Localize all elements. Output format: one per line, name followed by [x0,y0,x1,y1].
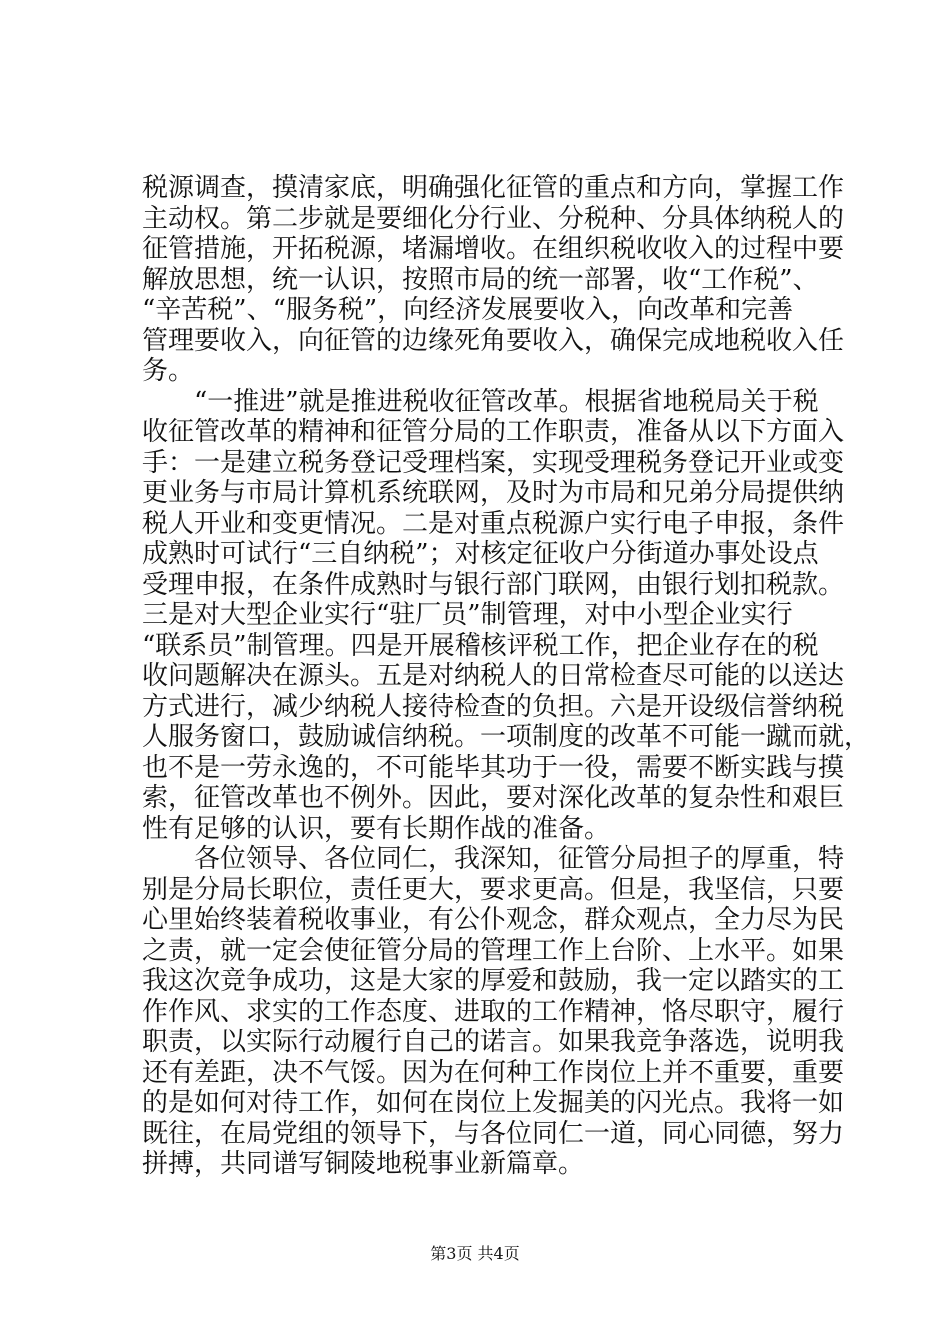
text-line: 索，征管改革也不例外。因此，要对深化改革的复杂性和艰巨 [142,783,845,813]
page-number-footer: 第3页 共4页 [430,1244,520,1263]
text-line: 职责，以实际行动履行自己的诺言。如果我竞争落选，说明我 [142,1027,845,1057]
text-line: 管理要收入，向征管的边缘死角要收入，确保完成地税收入任 [142,325,845,356]
text-line: 拼搏，共同谱写铜陵地税事业新篇章。 [142,1149,585,1179]
text-line: 务。 [142,356,195,386]
text-line: 解放思想，统一认识，按照市局的统一部署，收“工作税”、 [142,264,819,295]
text-line: 别是分局长职位，责任更大，要求更高。但是，我坚信，只要 [142,874,845,905]
text-line: 还有差距，决不气馁。因为在何种工作岗位上并不重要，重要 [142,1057,845,1088]
text-line: 作作风、求实的工作态度、进取的工作精神，恪尽职守，履行 [142,996,845,1027]
text-line: 三是对大型企业实行“驻厂员”制管理，对中小型企业实行 [142,600,793,630]
text-line: 收问题解决在源头。五是对纳税人的日常检查尽可能的以送达 [142,661,845,691]
text-line: 征管措施，开拓税源，堵漏增收。在组织税收收入的过程中要 [142,234,845,264]
document-body [142,173,871,1180]
text-line: 收征管改革的精神和征管分局的工作职责，准备从以下方面入 [142,417,845,447]
text-line: 税人开业和变更情况。二是对重点税源户实行电子申报，条件 [142,508,845,539]
text-line: 更业务与市局计算机系统联网，及时为市局和兄弟分局提供纳 [142,478,845,508]
text-line: 之责，就一定会使征管分局的管理工作上台阶、上水平。如果 [142,935,845,966]
text-line: 受理申报，在条件成熟时与银行部门联网，由银行划扣税款。 [142,569,845,600]
text-line: 也不是一劳永逸的，不可能毕其功于一役，需要不断实践与摸 [142,752,845,783]
text-line: 我这次竞争成功，这是大家的厚爱和鼓励，我一定以踏实的工 [142,966,845,996]
paragraph-start-line: 各位领导、各位同仁，我深知，征管分局担子的厚重，特 [194,844,845,874]
paragraph-start-line: “一推进”就是推进税收征管改革。根据省地税局关于税 [194,386,819,417]
text-line: “联系员”制管理。四是开展稽核评税工作，把企业存在的税 [142,630,819,661]
text-line: “辛苦税”、“服务税”，向经济发展要收入，向改革和完善 [142,295,794,325]
text-line: 人服务窗口，鼓励诚信纳税。一项制度的改革不可能一蹴而就， [142,722,871,752]
text-line: 性有足够的认识，要有长期作战的准备。 [142,813,611,844]
text-line: 方式进行，减少纳税人接待检查的负担。六是开设级信誉纳税 [142,691,845,722]
text-line: 心里始终装着税收事业，有公仆观念，群众观点，全力尽为民 [142,905,845,935]
text-line: 既往，在局党组的领导下，与各位同仁一道，同心同德，努力 [142,1118,845,1149]
text-line: 手：一是建立税务登记受理档案，实现受理税务登记开业或变 [142,447,845,478]
text-line: 税源调查，摸清家底，明确强化征管的重点和方向，掌握工作 [142,173,845,203]
text-line: 的是如何对待工作，如何在岗位上发掘美的闪光点。我将一如 [142,1088,845,1118]
text-line: 主动权。第二步就是要细化分行业、分税种、分具体纳税人的 [142,203,845,234]
text-line: 成熟时可试行“三自纳税”；对核定征收户分街道办事处设点 [142,539,819,569]
